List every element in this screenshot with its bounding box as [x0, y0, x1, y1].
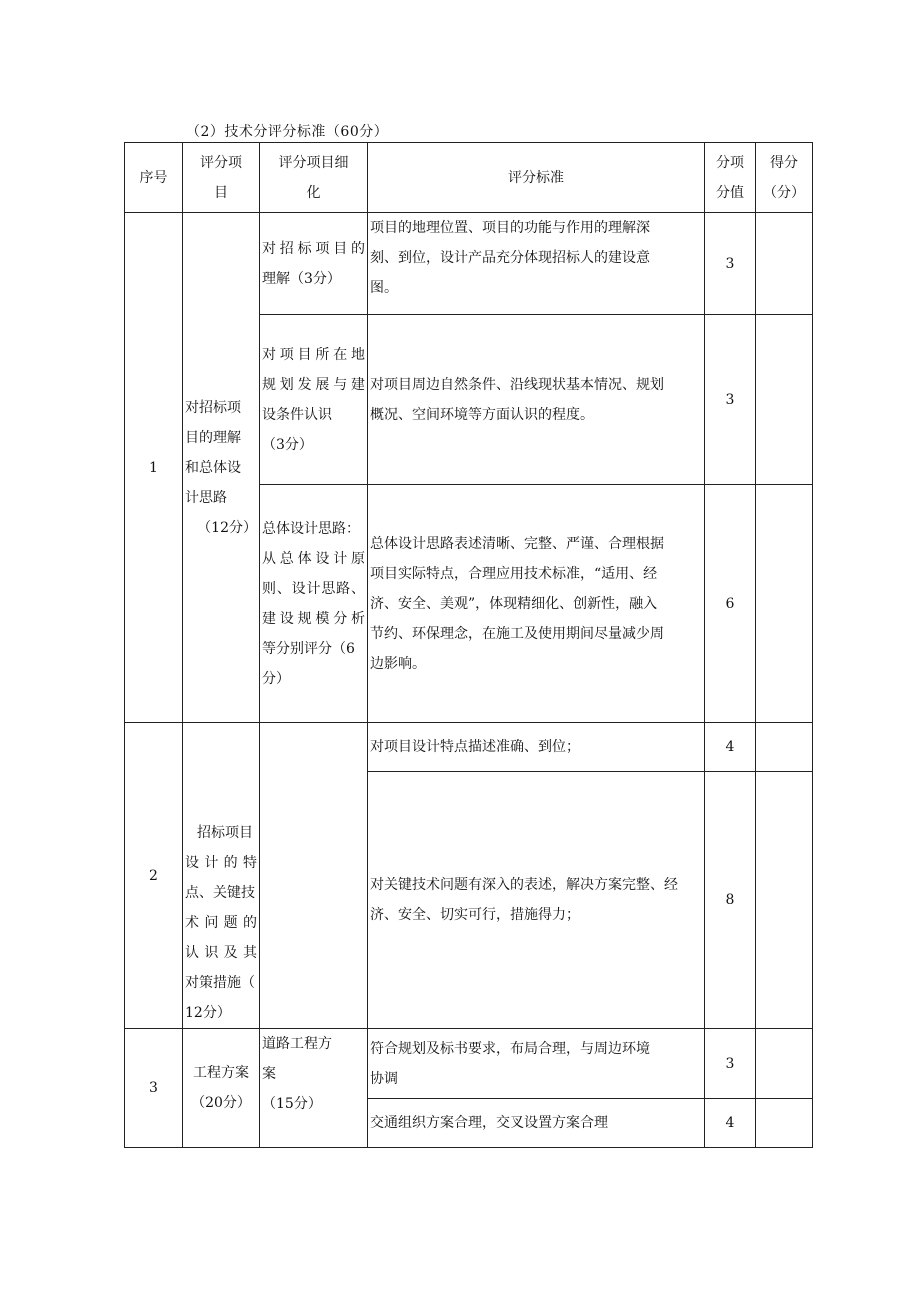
standard-cell: 交通组织方案合理，交叉设置方案合理 [368, 1099, 705, 1148]
score-cell [756, 723, 813, 772]
detail-cell: 对招标项目的 理解（3分） [260, 213, 368, 315]
standard-cell: 总体设计思路表述清晰、完整、严谨、合理根据 项目实际特点，合理应用技术标准，“适用、经 济、安全、美观”，体现精细化、创新性，融入 节约、环保理念，在施工及使用期间尽量减少周 边影响。 [368, 485, 705, 723]
standard-cell: 对项目周边自然条件、沿线现状基本情况、规划 概况、空间环境等方面认识的程度。 [368, 315, 705, 485]
table-row [125, 723, 813, 772]
points-cell: 3 [705, 213, 756, 315]
item-cell: 对招标项 目的理解 和总体设 计思路 （12分） [183, 213, 260, 723]
table-row [125, 1029, 813, 1099]
header-item: 评分项 目 [183, 143, 260, 213]
score-cell [756, 213, 813, 315]
detail-cell: 总体设计思路： 从总体设计原 则、设计思路、 建设规模分析 等分别评分（6 分） [260, 485, 368, 723]
item-cell: 工程方案 （20分） [183, 1029, 260, 1148]
score-cell [756, 772, 813, 1029]
header-standard: 评分标准 [368, 143, 705, 213]
header-score: 得分 （分） [756, 143, 813, 213]
points-cell: 3 [705, 315, 756, 485]
header-seq: 序号 [125, 143, 183, 213]
standard-cell: 符合规划及标书要求，布局合理，与周边环境 协调 [368, 1029, 705, 1099]
header-detail: 评分项目细 化 [260, 143, 368, 213]
seq-cell: 2 [125, 723, 183, 1029]
item-cell: 招标项目 设计的特 点、关键技 术问题的 认识及其 对策措施（ 12分） [183, 723, 260, 1029]
points-cell: 3 [705, 1029, 756, 1099]
points-cell: 4 [705, 1099, 756, 1148]
seq-cell: 1 [125, 213, 183, 723]
scoring-table [124, 142, 813, 1148]
points-cell: 6 [705, 485, 756, 723]
table-row [125, 213, 813, 315]
score-cell [756, 1029, 813, 1099]
table-header-row [125, 143, 813, 213]
seq-cell: 3 [125, 1029, 183, 1148]
score-cell [756, 1099, 813, 1148]
header-points: 分项 分值 [705, 143, 756, 213]
score-cell [756, 485, 813, 723]
score-cell [756, 315, 813, 485]
detail-cell: 道路工程方 案 （15分） [260, 1029, 368, 1148]
page-title: （2）技术分评分标准（60分） [186, 124, 389, 140]
points-cell: 4 [705, 723, 756, 772]
standard-cell: 对项目设计特点描述准确、到位； [368, 723, 705, 772]
points-cell: 8 [705, 772, 756, 1029]
detail-cell [260, 723, 368, 1029]
standard-cell: 项目的地理位置、项目的功能与作用的理解深 刻、到位，设计产品充分体现招标人的建设意 图。 [368, 213, 705, 315]
standard-cell: 对关键技术问题有深入的表述，解决方案完整、经 济、安全、切实可行，措施得力； [368, 772, 705, 1029]
detail-cell: 对项目所在地 规划发展与建 设条件认识 （3分） [260, 315, 368, 485]
